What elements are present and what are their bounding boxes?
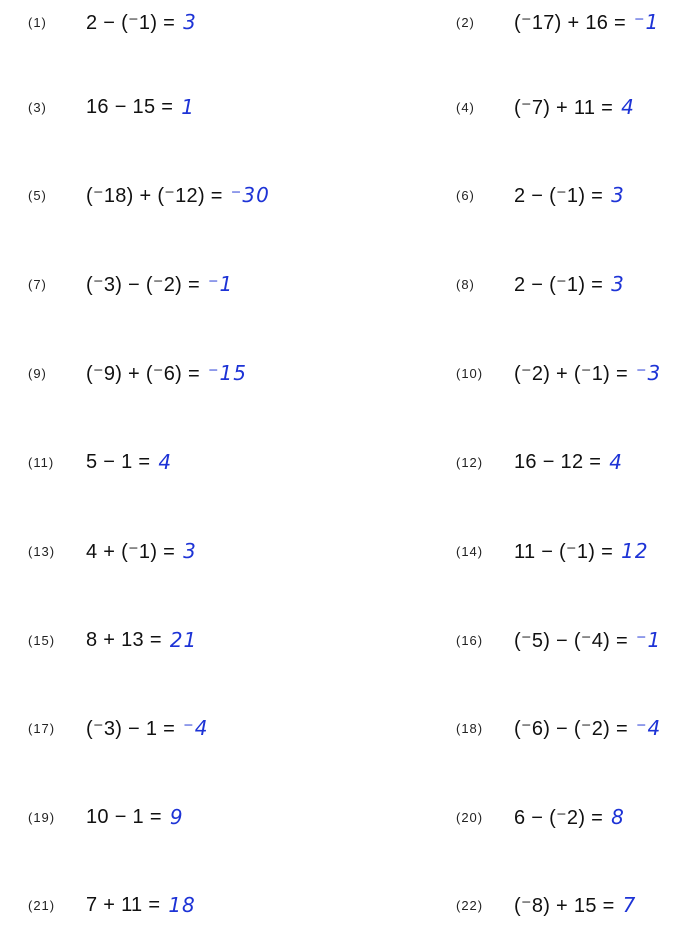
problem-answer: 3 [183,539,197,563]
problem-expression: 2 − (⁻1) = [514,273,604,296]
problem-expression: 4 + (⁻1) = [86,540,176,563]
problem-13 [28,531,197,571]
problem-answer: ⁻3 [635,361,662,385]
problem-number: (6) [456,187,475,203]
problem-expression: (⁻7) + 11 = [514,96,614,119]
problem-expression: 11 − (⁻1) = [514,540,614,563]
problem-19 [28,797,184,837]
problem-answer: 1 [181,95,195,119]
problem-answer: 9 [169,805,184,829]
problem-number: (16) [456,632,484,648]
problem-number: (13) [28,543,56,559]
problem-10 [456,353,661,393]
problem-number: (1) [28,14,47,30]
problem-2 [456,2,659,42]
problem-5 [28,175,270,215]
problem-number: (14) [456,543,484,559]
problem-number: (19) [28,809,56,825]
problem-expression: (⁻17) + 16 = [514,11,626,34]
problem-number: (12) [456,454,484,470]
problem-number: (15) [28,632,56,648]
problem-answer: ⁻4 [635,716,662,740]
problem-6 [456,175,625,215]
problem-number: (5) [28,187,47,203]
problem-18 [456,708,661,748]
problem-number: (11) [28,454,55,470]
problem-expression: 2 − (⁻1) = [514,184,604,207]
problem-14 [456,531,649,571]
problem-answer: 4 [609,450,623,474]
problem-expression: (⁻3) − (⁻2) = [86,273,200,296]
problem-answer: ⁻30 [230,183,270,207]
problem-answer: 21 [169,628,198,652]
problem-expression: 7 + 11 = [86,893,161,916]
problem-answer: 4 [158,450,173,474]
problem-number: (7) [28,276,47,292]
problem-answer: ⁻1 [635,628,662,652]
problem-expression: (⁻5) − (⁻4) = [514,629,628,652]
problem-21 [28,885,196,925]
problem-answer: 7 [622,893,637,917]
problem-answer: 3 [611,272,625,296]
problem-expression: (⁻9) + (⁻6) = [86,362,200,385]
problem-8 [456,264,625,304]
problem-number: (9) [28,365,47,381]
problem-answer: 4 [621,95,635,119]
problem-17 [28,708,208,748]
problem-number: (18) [456,720,484,736]
problem-4 [456,87,635,127]
problem-answer: 3 [611,183,625,207]
problem-expression: 2 − (⁻1) = [86,11,176,34]
problem-11 [28,442,172,482]
problem-answer: 3 [183,10,197,34]
problem-number: (3) [28,99,47,115]
problem-number: (10) [456,365,484,381]
problem-answer: 18 [168,893,196,917]
problem-expression: 16 − 12 = [514,450,602,473]
problem-expression: 5 − 1 = [86,450,151,473]
problem-answer: ⁻1 [634,10,660,34]
problem-22 [456,885,636,925]
problem-answer: ⁻4 [183,716,209,740]
problem-number: (22) [456,897,484,913]
problem-number: (8) [456,276,475,292]
problem-expression: 6 − (⁻2) = [514,806,604,829]
problem-12 [456,442,623,482]
problem-9 [28,353,247,393]
problem-7 [28,264,233,304]
problem-expression: (⁻8) + 15 = [514,894,615,917]
problem-20 [456,797,625,837]
problem-number: (20) [456,809,484,825]
problem-answer: ⁻15 [207,361,247,385]
problem-expression: (⁻3) − 1 = [86,717,176,740]
problem-expression: 16 − 15 = [86,95,174,118]
problem-expression: (⁻6) − (⁻2) = [514,717,628,740]
problem-number: (2) [456,14,475,30]
problem-1 [28,2,197,42]
problem-expression: 8 + 13 = [86,628,162,651]
problem-number: (21) [28,897,56,913]
problem-answer: ⁻1 [207,272,234,296]
problem-expression: 10 − 1 = [86,805,162,828]
problem-expression: (⁻2) + (⁻1) = [514,362,628,385]
problem-3 [28,87,195,127]
problem-16 [456,620,661,660]
problem-number: (17) [28,720,56,736]
problem-answer: 8 [611,805,625,829]
problem-15 [28,620,197,660]
problem-answer: 12 [621,539,649,563]
problem-number: (4) [456,99,475,115]
problem-expression: (⁻18) + (⁻12) = [86,184,223,207]
